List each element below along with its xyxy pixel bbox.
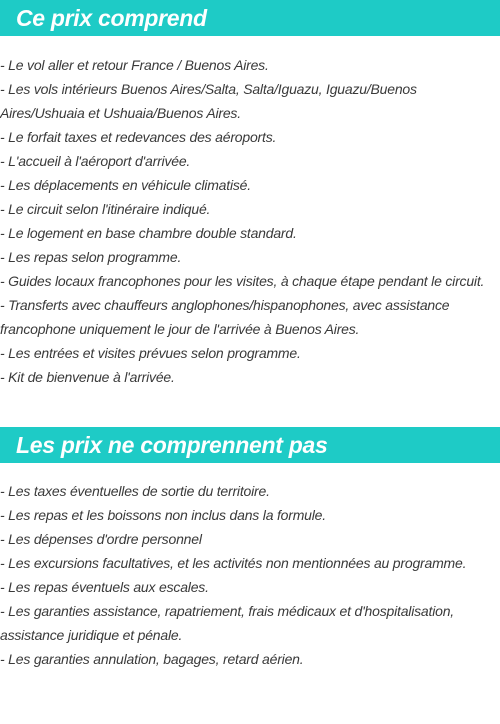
price-excludes-heading: Les prix ne comprennent pas (0, 427, 500, 463)
list-item: - Les taxes éventuelles de sortie du territoire. (0, 483, 270, 499)
price-includes-heading: Ce prix comprend (0, 0, 500, 36)
list-item: - Les repas et les boissons non inclus dans la formule. (0, 507, 326, 523)
list-item: - Les garanties assistance, rapatriement, frais médicaux et d'hospitalisation, assistance juridique et pénale. (0, 603, 454, 643)
list-item: - Le vol aller et retour France / Buenos Aires. (0, 57, 269, 73)
list-item: - Transferts avec chauffeurs anglophones/hispanophones, avec assistance francophone uniquement le jour de l'arrivée à Buenos Aires. (0, 297, 450, 337)
list-item: - Les excursions facultatives, et les activités non mentionnées au programme. (0, 555, 467, 571)
list-item: - Les garanties annulation, bagages, retard aérien. (0, 651, 304, 667)
list-item: - Les déplacements en véhicule climatisé. (0, 177, 251, 193)
list-item: - Guides locaux francophones pour les visites, à chaque étape pendant le circuit. (0, 273, 485, 289)
list-item: - Les entrées et visites prévues selon programme. (0, 345, 301, 361)
list-item: - Le forfait taxes et redevances des aéroports. (0, 129, 277, 145)
list-item: - Les dépenses d'ordre personnel (0, 531, 202, 547)
list-item: - Les vols intérieurs Buenos Aires/Salta, Salta/Iguazu, Iguazu/Buenos Aires/Ushuaia et Ushuaia/Buenos Aires. (0, 81, 417, 121)
list-item: - Le circuit selon l'itinéraire indiqué. (0, 201, 211, 217)
list-item: - Les repas éventuels aux escales. (0, 579, 209, 595)
price-excludes-section (0, 427, 500, 671)
list-item: - Les repas selon programme. (0, 249, 182, 265)
list-item: - Le logement en base chambre double standard. (0, 225, 297, 241)
price-excludes-list (0, 479, 500, 671)
list-item: - Kit de bienvenue à l'arrivée. (0, 369, 175, 385)
price-includes-list (0, 53, 500, 389)
list-item: - L'accueil à l'aéroport d'arrivée. (0, 153, 191, 169)
